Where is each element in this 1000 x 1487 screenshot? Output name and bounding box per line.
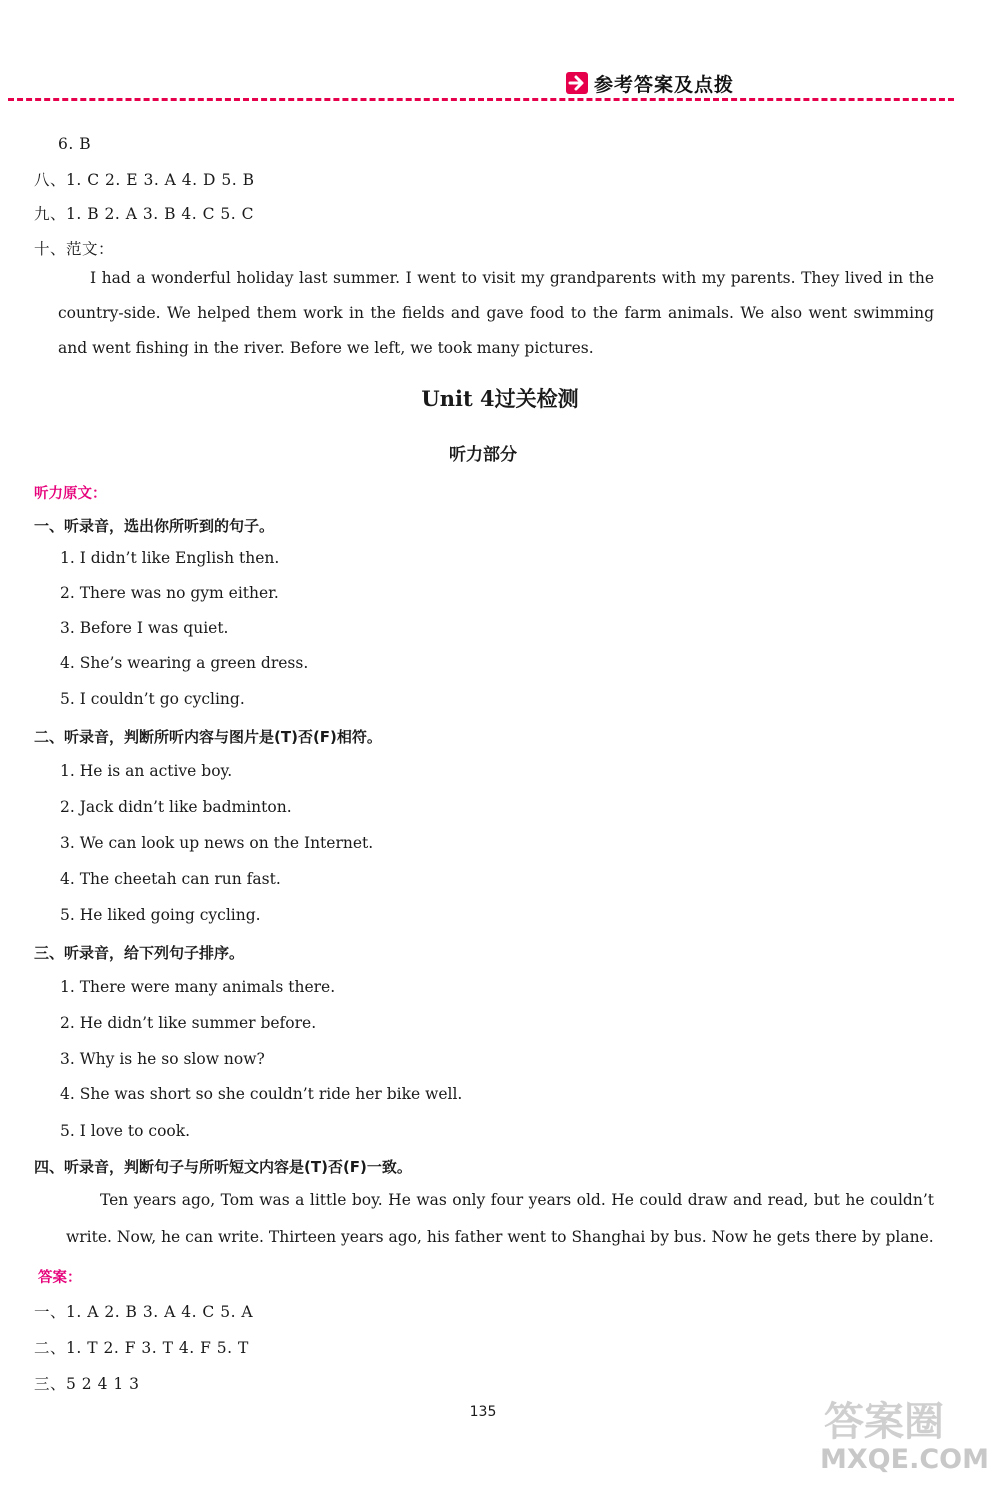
- list-item: 3. We can look up news on the Internet.: [60, 834, 374, 852]
- list-item: 1. He is an active boy.: [60, 762, 233, 780]
- header-title: 参考答案及点拨: [594, 74, 735, 96]
- list-item: 5. I love to cook.: [60, 1122, 191, 1140]
- page-number: 135: [469, 1404, 497, 1420]
- passage-text: Ten years ago, Tom was a little boy. He was only four years old. He could draw and read, but he couldn’t write. Now, he can write. Thirteen years ago, his father went to Shanghai by bus. Now he gets there by plane.: [66, 1191, 934, 1246]
- list-item: 2. There was no gym either.: [60, 584, 279, 602]
- answer-row-1: 一、1. A 2. B 3. A 4. C 5. A: [34, 1303, 254, 1321]
- section-3-title: 三、听录音，给下列句子排序。: [34, 944, 245, 962]
- watermark-logo: [820, 1390, 990, 1480]
- list-item: 4. She was short so she couldn’t ride her bike well.: [60, 1085, 463, 1103]
- unit-number: Unit 4: [421, 386, 495, 411]
- list-item: 3. Before I was quiet.: [60, 619, 229, 637]
- page-header: [0, 68, 1000, 108]
- list-item: 4. The cheetah can run fast.: [60, 870, 281, 888]
- section-2-title: 二、听录音，判断所听内容与图片是(T)否(F)相符。: [34, 728, 382, 746]
- essay-text: I had a wonderful holiday last summer. I went to visit my grandparents with my parents. They lived in the country-side. We helped them work in the fields and gave food to the farm animals. We also went swimming and went fishing in the river. Before we left, we took many pictures.: [58, 269, 934, 357]
- header-divider: [8, 98, 954, 101]
- list-item: 2. Jack didn’t like badminton.: [60, 798, 292, 816]
- list-item: 5. He liked going cycling.: [60, 906, 261, 924]
- section-1-title: 一、听录音，选出你所听到的句子。: [34, 517, 275, 535]
- transcript-label: 听力原文：: [34, 486, 107, 502]
- essay-paragraph: [58, 261, 934, 366]
- section-4-title: 四、听录音，判断句子与所听短文内容是(T)否(F)一致。: [34, 1158, 412, 1176]
- answer-line-8: 八、1. C 2. E 3. A 4. D 5. B: [34, 171, 255, 189]
- answer-line-10: 十、范文：: [34, 240, 115, 258]
- answer-line-9: 九、1. B 2. A 3. B 4. C 5. C: [34, 205, 254, 223]
- watermark-bottom: MXQE.COM: [820, 1444, 989, 1475]
- passage-paragraph: [66, 1182, 934, 1256]
- list-item: 5. I couldn’t go cycling.: [60, 690, 245, 708]
- answer-line-6: 6. B: [58, 135, 92, 153]
- answer-row-3: 三、5 2 4 1 3: [34, 1375, 140, 1393]
- unit-heading: [0, 383, 1000, 413]
- list-item: 3. Why is he so slow now?: [60, 1050, 265, 1068]
- watermark-top: 答案圈: [824, 1399, 944, 1445]
- answer-label: 答案：: [38, 1270, 82, 1286]
- arrow-right-icon: [566, 72, 588, 94]
- list-item: 1. I didn’t like English then.: [60, 549, 280, 567]
- unit-label: 过关检测: [494, 387, 579, 411]
- list-item: 2. He didn’t like summer before.: [60, 1014, 317, 1032]
- list-item: 4. She’s wearing a green dress.: [60, 654, 309, 672]
- list-item: 1. There were many animals there.: [60, 978, 336, 996]
- answer-row-2: 二、1. T 2. F 3. T 4. F 5. T: [34, 1339, 249, 1357]
- section-heading: 听力部分: [449, 445, 517, 465]
